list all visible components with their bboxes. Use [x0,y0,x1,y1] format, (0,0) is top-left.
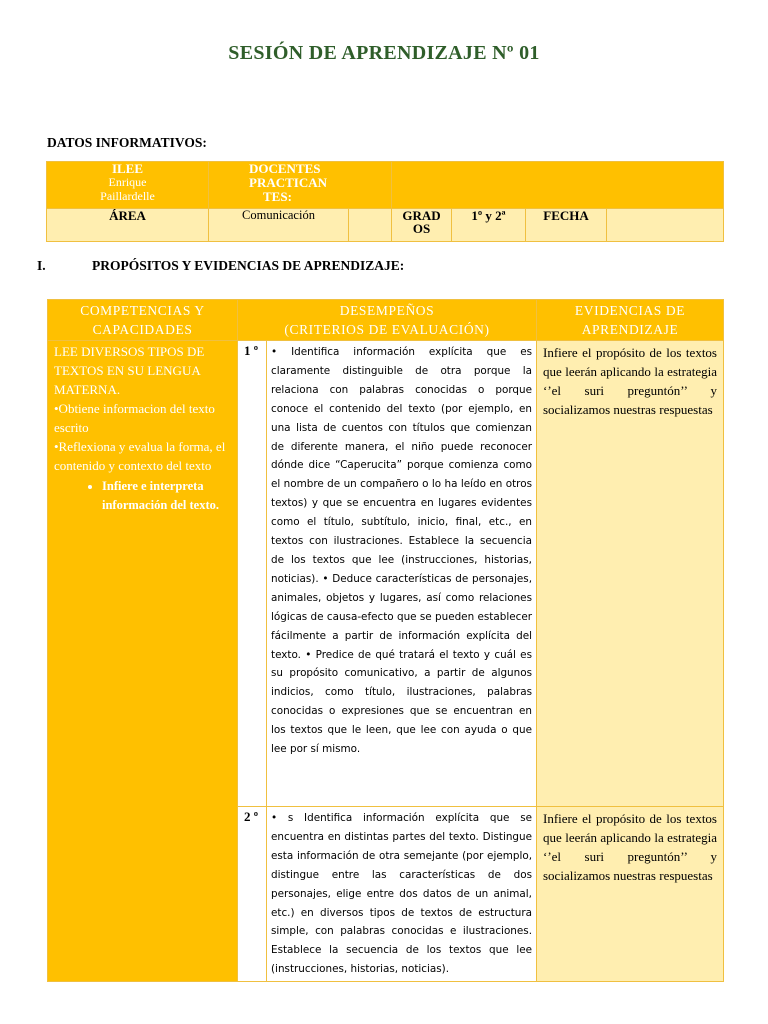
header-desempenos-line2: (CRITERIOS DE EVALUACIÓN) [284,322,490,337]
section-title: PROPÓSITOS Y EVIDENCIAS DE APRENDIZAJE: [92,258,405,273]
capacidad-2: •Reflexiona y evalua la forma, el contenido y contexto del texto [54,439,226,473]
header-competencias-line1: COMPETENCIAS Y [80,303,205,318]
header-competencias-line2: CAPACIDADES [92,322,193,337]
capacidad-3: • Infiere e interpreta información del texto. [102,477,231,515]
competencia-cell [48,341,238,982]
section-number: I. [37,258,46,273]
row-number: 2 º [238,807,267,982]
ilee-cell [47,162,209,209]
area-value: Comunicación [209,209,349,242]
table-row [48,341,724,807]
row-number: 1 º [238,341,267,807]
grado-label-cell [392,209,452,242]
docentes-value-cell [392,162,724,209]
ilee-label: ILEE [111,161,144,176]
empty-cell [349,209,392,242]
grado-line1: GRAD [402,208,441,223]
docentes-cell [209,162,392,209]
capacidad-list [54,477,231,515]
grado-line2: OS [412,221,431,236]
header-evidencias [537,300,724,341]
ilee-value-line1: Enrique [108,175,147,189]
fecha-value [607,209,724,242]
capacidad-1: •Obtiene informacion del texto escrito [54,401,215,435]
fecha-label: FECHA [526,209,607,242]
header-evidencias-line1: EVIDENCIAS DE [574,303,686,318]
section-heading [37,258,404,274]
grado-value: 1º y 2ª [452,209,526,242]
docentes-line3: TES: [263,189,292,204]
docentes-line1: DOCENTES [249,161,321,176]
docentes-line2: PRACTICAN [249,175,327,190]
area-label: ÁREA [47,209,209,242]
header-desempenos [238,300,537,341]
desempeno-text: • Identifica información explícita que es claramente distinguible de otra porque la relaciona con palabras conocidas o porque conoce el contenido del texto (por ejemplo, en una lista de cuentos con títulos que comienzan de diferente manera, el niño puede reconocer dónde dice “Caperucita” porque comienza como el nombre de un compañero o lo ha leído en otros textos) y que se encuentra en lugares evidentes como el título, subtítulo, inicio, final, etc., en textos con ilustraciones. Establece la secuencia de los textos que lee (instrucciones, historias, noticias). • Deduce características de personajes, animales, objetos y lugares, así como relaciones lógicas de causa-efecto que se pueden establecer fácilmente a partir de información explícita del texto. • Predice de qué tratará el texto y cuál es su propósito comunicativo, a partir de algunos indicios, como título, ilustraciones, palabras conocidas o expresiones que se encuentran en los textos que le leen, que lee con ayuda o que lee por sí mismo. [267,341,537,807]
ilee-value-line2: Paillardelle [100,189,155,203]
header-competencias [48,300,238,341]
datos-informativos-label: DATOS INFORMATIVOS: [47,135,207,150]
header-evidencias-line2: APRENDIZAJE [581,322,679,337]
propositos-table [47,299,724,982]
desempeno-text: • s Identifica información explícita que se encuentra en distintas partes del texto. Distingue esta información de otra semejante (por ejemplo, distingue entre las características de dos personajes, elige entre dos datos de un animal, etc.) en diversos tipos de textos de estructura simple, con palabras conocidas e ilustraciones. Establece la secuencia de los textos que lee (instrucciones, historias, noticias). [267,807,537,982]
info-table [46,161,724,242]
evidencia-text: Infiere el propósito de los textos que leerán aplicando la estrategia ‘’el suri preguntón’’ y socializamos nuestras respuestas [537,807,724,982]
competencia-title: LEE DIVERSOS TIPOS DE TEXTOS EN SU LENGUA MATERNA. [54,344,205,397]
page-title: SESIÓN DE APRENDIZAJE Nº 01 [228,42,540,64]
header-desempenos-line1: DESEMPEÑOS [339,303,435,318]
evidencia-text: Infiere el propósito de los textos que leerán aplicando la estrategia ‘’el suri preguntón’’ y socializamos nuestras respuestas [537,341,724,807]
